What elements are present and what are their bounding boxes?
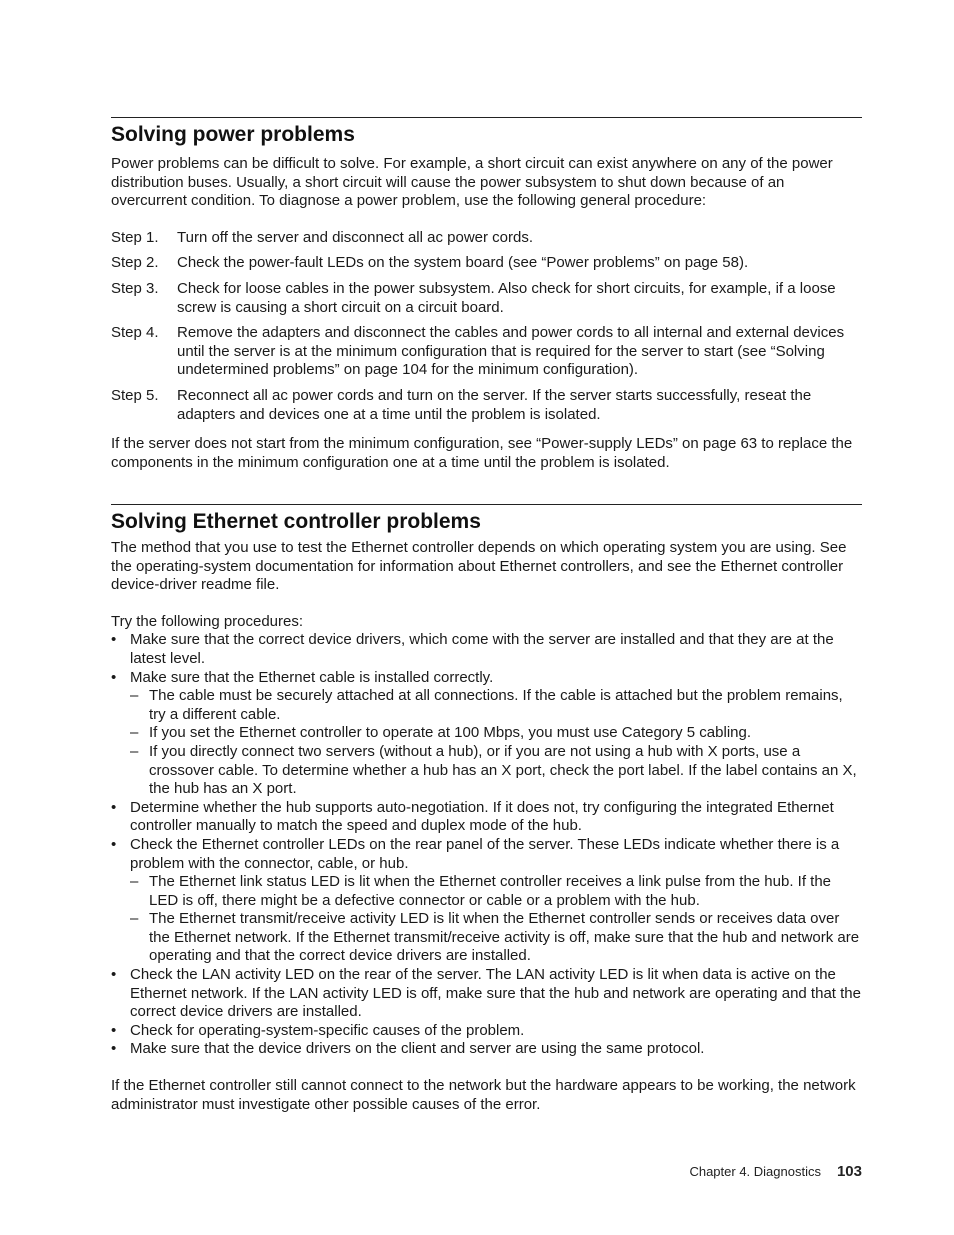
sub-list-item: [111, 743, 862, 799]
dash-icon: –: [130, 687, 139, 705]
step-text: Reconnect all ac power cords and turn on the server. If the server starts successfully, reseat the adapters and devices one at a time until the problem is isolated.: [177, 386, 812, 423]
bullet-icon: •: [111, 668, 117, 686]
sub-item-text: If you set the Ethernet controller to operate at 100 Mbps, you must use Category 5 cabling.: [149, 724, 752, 742]
list-item: [111, 1040, 862, 1059]
sub-list-item: [111, 873, 862, 910]
step-text: Check for loose cables in the power subsystem. Also check for short circuits, for example, if a loose screw is causing a short circuit on a circuit board.: [177, 279, 836, 316]
bullet-icon: •: [111, 1040, 117, 1058]
step-text: Remove the adapters and disconnect the cables and power cords to all internal and external devices until the server is at the minimum configuration that is required for the server to start (see “Solving undetermined problems” on page 104 for the minimum configuration).: [177, 324, 845, 379]
ethernet-intro: The method that you use to test the Ethernet controller depends on which operating system you are using. See the operating-system documentation for information about Ethernet controllers, and see the Ethernet controller device-driver readme file.: [111, 539, 847, 594]
try-label: Try the following procedures:: [111, 612, 304, 630]
list-item-text: Check the Ethernet controller LEDs on the rear panel of the server. These LEDs indicate whether there is a problem with the connector, cable, or hub.: [130, 835, 840, 872]
sub-list-item: [111, 724, 862, 743]
page-footer: [689, 1163, 862, 1182]
step-item: [111, 387, 862, 424]
sub-item-text: The Ethernet transmit/receive activity LED is lit when the Ethernet controller sends or receives data over the Ethernet network. If the Ethernet transmit/receive activity is off, make sure that the hub and network are operating and that the correct device drivers are installed.: [149, 910, 860, 965]
step-text: Turn off the server and disconnect all ac power cords.: [177, 228, 534, 246]
list-item-text: Check the LAN activity LED on the rear of the server. The LAN activity LED is lit when data is active on the Ethernet network. If the LAN activity LED is off, make sure that the hub and network are operating and that the correct device drivers are installed.: [130, 966, 861, 1021]
list-item: [111, 799, 862, 836]
step-label: Step 2.: [111, 254, 159, 272]
bullet-icon: •: [111, 631, 117, 649]
list-item-text: Make sure that the correct device drivers, which come with the server are installed and that they are at the latest level.: [130, 631, 834, 667]
footer-chapter: Chapter 4. Diagnostics: [689, 1164, 821, 1179]
bullet-icon: •: [111, 798, 117, 816]
sub-item-text: If you directly connect two servers (without a hub), or if you are not using a hub with X ports, use a crossover cable. To determine whether a hub has an X port, check the port label. If the label contains an X, the hub has an X port.: [149, 742, 857, 798]
step-label: Step 5.: [111, 386, 159, 404]
step-item: [111, 280, 862, 317]
list-item: [111, 669, 862, 688]
list-item-text: Make sure that the device drivers on the client and server are using the same protocol.: [130, 1040, 705, 1058]
document-page: [111, 0, 862, 1235]
dash-icon: –: [130, 873, 139, 891]
sub-list-item: [111, 687, 862, 724]
list-item-text: Check for operating-system-specific causes of the problem.: [130, 1021, 525, 1039]
bullet-icon: •: [111, 966, 117, 984]
step-text: Check the power-fault LEDs on the system board (see “Power problems” on page 58).: [177, 254, 749, 272]
bullet-icon: •: [111, 835, 117, 853]
step-label: Step 1.: [111, 228, 159, 246]
dash-icon: –: [130, 742, 139, 760]
power-closing: If the server does not start from the minimum configuration, see “Power-supply LEDs” on page 63 to replace the components in the minimum configuration one at a time until the problem is isolated.: [111, 435, 853, 471]
bullet-icon: •: [111, 1021, 117, 1039]
dash-icon: –: [130, 724, 139, 742]
dash-icon: –: [130, 910, 139, 928]
list-item-text: Make sure that the Ethernet cable is installed correctly.: [130, 668, 494, 686]
section-rule: [111, 504, 862, 505]
page-number: 103: [836, 1163, 862, 1180]
ethernet-heading: Solving Ethernet controller problems: [111, 510, 481, 533]
step-item: [111, 324, 862, 380]
sub-item-text: The cable must be securely attached at all connections. If the cable is attached but the problem remains, try a different cable.: [149, 687, 843, 723]
step-item: [111, 229, 862, 248]
step-label: Step 3.: [111, 279, 159, 297]
list-item: [111, 631, 862, 668]
power-section: [111, 117, 862, 472]
power-intro: Power problems can be difficult to solve. For example, a short circuit can exist anywhere on any of the power distribution buses. Usually, a short circuit will cause the power subsystem to shut down because of an overcurrent condition. To diagnose a power problem, use the following general procedure:: [111, 155, 833, 210]
power-steps: [111, 229, 862, 424]
sub-list-item: [111, 910, 862, 966]
list-item: [111, 966, 862, 1022]
step-label: Step 4.: [111, 324, 159, 342]
section-rule: [111, 117, 862, 118]
step-item: [111, 254, 862, 273]
ethernet-closing: If the Ethernet controller still cannot connect to the network but the hardware appears to be working, the network administrator must investigate other possible causes of the error.: [111, 1077, 856, 1113]
list-item: [111, 1022, 862, 1041]
list-item-text: Determine whether the hub supports auto-negotiation. If it does not, try configuring the integrated Ethernet controller manually to match the speed and duplex mode of the hub.: [130, 798, 834, 835]
sub-item-text: The Ethernet link status LED is lit when the Ethernet controller receives a link pulse from the hub. If the LED is off, there might be a defective connector or cable or a problem with the hub.: [149, 873, 832, 909]
ethernet-section: [111, 504, 862, 1114]
list-item: [111, 836, 862, 873]
power-heading: Solving power problems: [111, 123, 355, 146]
